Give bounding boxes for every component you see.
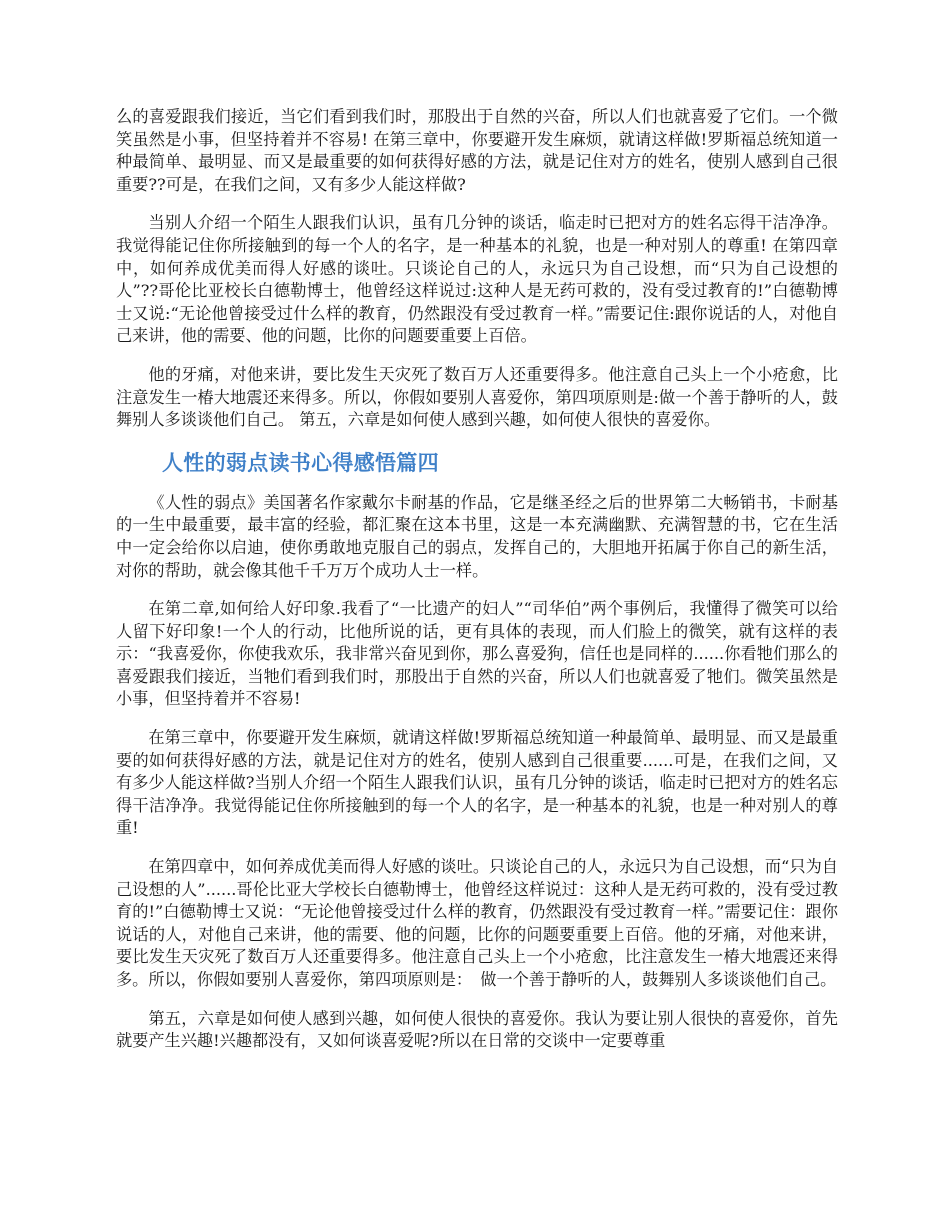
paragraph: 第五，六章是如何使人感到兴趣，如何使人很快的喜爱你。我认为要让别人很快的喜爱你，首先就要产生兴趣!兴趣都没有，又如何谈喜爱呢?所以在日常的交谈中一定要尊重 bbox=[116, 1008, 838, 1051]
paragraph: 在第四章中，如何养成优美而得人好感的谈吐。只谈论自己的人，永远只为自己设想，而“只为自己设想的人”......哥伦比亚大学校长白德勒博士，他曾经这样说过：这种人是无药可救的，没有受过教育的!”白德勒博士又说：“无论他曾接受过什么样的教育，仍然跟没有受过教育一样。”需要记住：跟你说话的人，对他自己来讲，他的需要、他的问题，比你的问题要重要上百倍。他的牙痛，对他来讲，要比发生天灾死了数百万人还重要得多。他注意自己头上一个小疮愈，比注意发生一椿大地震还来得多。所以，你假如要别人喜爱你，第四项原则是： 做一个善于静听的人，鼓舞别人多谈谈他们自己。 bbox=[116, 857, 838, 989]
section-heading: 人性的弱点读书心得感悟篇四 bbox=[162, 450, 439, 475]
paragraph: 他的牙痛，对他来讲，要比发生天灾死了数百万人还重要得多。他注意自己头上一个小疮愈，比注意发生一椿大地震还来得多。所以，你假如要别人喜爱你，第四项原则是:做一个善于静听的人，鼓舞别人多谈谈他们自己。 第五，六章是如何使人感到兴趣，如何使人很快的喜爱你。 bbox=[116, 364, 838, 430]
paragraph: 在第三章中，你要避开发生麻烦，就请这样做!罗斯福总统知道一种最简单、最明显、而又是最重要的如何获得好感的方法，就是记住对方的姓名，使别人感到自己很重要......可是，在我们之间，又有多少人能这样做?当别人介绍一个陌生人跟我们认识，虽有几分钟的谈话，临走时已把对方的姓名忘得干洁净净。我觉得能记住你所接触到的每一个人的名字，是一种基本的礼貌，也是一种对别人的尊重! bbox=[116, 728, 838, 838]
paragraph: 么的喜爱跟我们接近，当它们看到我们时，那股出于自然的兴奋，所以人们也就喜爱了它们。一个微笑虽然是小事，但坚持着并不容易! 在第三章中，你要避开发生麻烦，就请这样做!罗斯福总统知道一种最简单、最明显、而又是最重要的如何获得好感的方法，就是记住对方的姓名，使别人感到自己很重要??可是，在我们之间，又有多少人能这样做? bbox=[116, 107, 838, 194]
paragraph: 当别人介绍一个陌生人跟我们认识，虽有几分钟的谈话，临走时已把对方的姓名忘得干洁净净。我觉得能记住你所接触到的每一个人的名字，是一种基本的礼貌，也是一种对别人的尊重! 在第四章中，如何养成优美而得人好感的谈吐。只谈论自己的人，永远只为自己设想，而“只为自己设想的人”??哥伦比亚校长白德勒博士，他曾经这样说过:这种人是无药可救的，没有受过教育的!”白德勒博士又说:“无论他曾接受过什么样的教育，仍然跟没有受过教育一样。”需要记住:跟你说话的人，对他自己来讲，他的需要、他的问题，比你的问题要重要上百倍。 bbox=[116, 213, 838, 346]
document-page bbox=[116, 106, 838, 1069]
paragraph: 《人性的弱点》美国著名作家戴尔卡耐基的作品，它是继圣经之后的世界第二大畅销书，卡耐基的一生中最重要，最丰富的经验，都汇聚在这本书里，这是一本充满幽默、充满智慧的书，它在生活中一定会给你以启迪，使你勇敢地克服自己的弱点，发挥自己的，大胆地开拓属于你自己的新生活，对你的帮助，就会像其他千千万万个成功人士一样。 bbox=[116, 492, 838, 580]
paragraph: 在第二章,如何给人好印象.我看了“一比遗产的妇人”“司华伯”两个事例后，我懂得了微笑可以给人留下好印象!一个人的行动，比他所说的话，更有具体的表现，而人们脸上的微笑，就有这样的表示：“我喜爱你，你使我欢乐，我非常兴奋见到你，那么喜爱狗，信任也是同样的......你看牠们那么的喜爱跟我们接近，当牠们看到我们时，那股出于自然的兴奋，所以人们也就喜爱了牠们。微笑虽然是小事，但坚持着并不容易! bbox=[116, 599, 838, 709]
